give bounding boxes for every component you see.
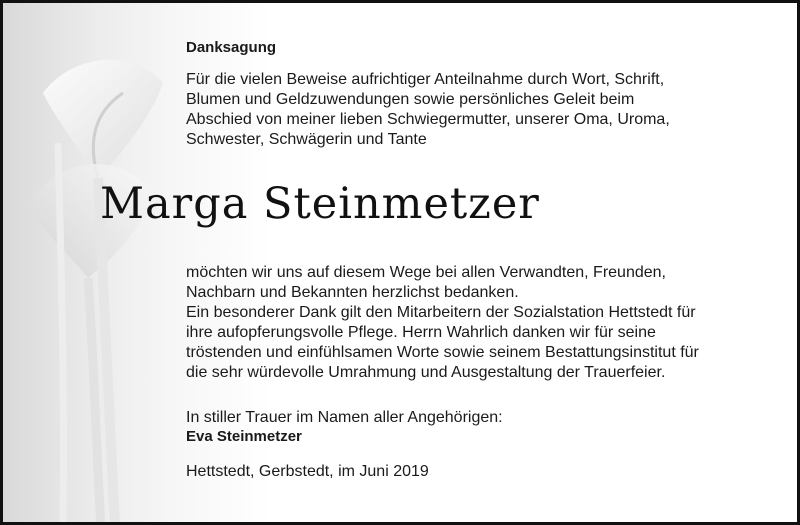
signer-name: Eva Steinmetzer <box>186 428 302 445</box>
intro-paragraph: Für die vielen Beweise aufrichtiger Anteilnahme durch Wort, Schrift, Blumen und Geldzuwendungen sowie persönliches Geleit beim Abschied von meiner lieben Schwiegermutter, unserer Oma, Uroma, Schwester, Schwägerin und Tante <box>186 71 670 148</box>
mourning-line: In stiller Trauer im Namen aller Angehörigen: <box>186 409 503 426</box>
notice-heading: Danksagung <box>186 39 277 56</box>
place-and-date: Hettstedt, Gerbstedt, im Juni 2019 <box>186 463 429 480</box>
thanks-paragraph: möchten wir uns auf diesem Wege bei allen Verwandten, Freunden, Nachbarn und Bekannten herzlichst bedanken. Ein besonderer Dank gilt den Mitarbeitern der Sozialstation Hettstedt für ihre aufopferungsvolle Pflege. Herrn Wahrlich danken wir für seine tröstenden und einfühlsamen Worte sowie seinem Bestattungsinstitut für die sehr würdevolle Umrahmung und Ausgestaltung der Trauerfeier. <box>186 264 699 381</box>
deceased-name: Marga Steinmetzer <box>100 179 540 229</box>
